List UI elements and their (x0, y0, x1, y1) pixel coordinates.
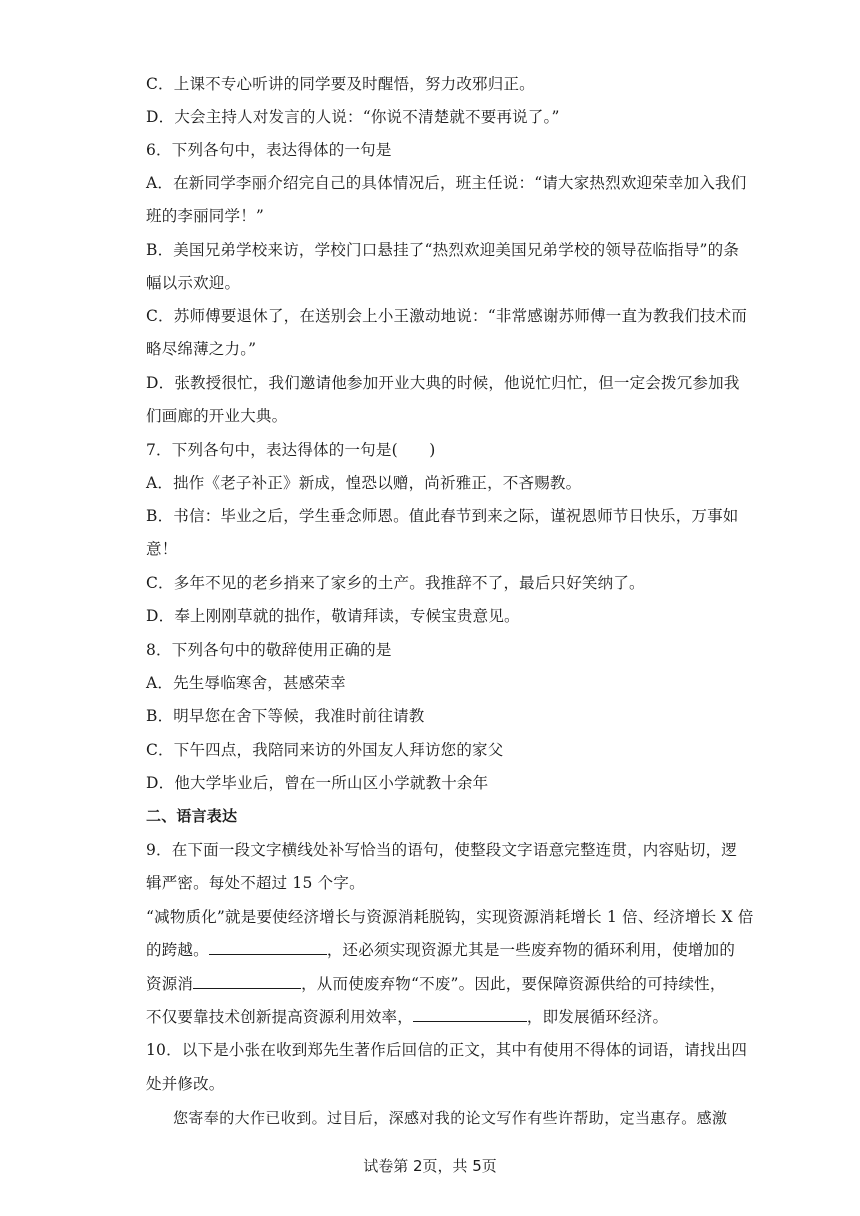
q8-option-a: A．先生辱临寒舍，甚感荣幸 (146, 674, 346, 692)
q6-option-b-line2: 幅以示欢迎。 (146, 274, 241, 292)
q7-option-b-line2: 意！ (146, 540, 178, 558)
q10-stem-line1: 10．以下是小张在收到郑先生著作后回信的正文，其中有使用不得体的词语，请找出四 (146, 1041, 748, 1059)
answer-blank-2[interactable] (193, 974, 301, 989)
q8-option-c: C．下午四点，我陪同来访的外国友人拜访您的家父 (146, 741, 504, 759)
q5-option-d: D．大会主持人对发言的人说：“你说不清楚就不要再说了。” (146, 108, 560, 126)
answer-blank-3[interactable] (413, 1007, 527, 1022)
section-heading: 二、语言表达 (146, 807, 238, 825)
q6-option-c-line1: C．苏师傅要退休了，在送别会上小王激动地说：“非常感谢苏师傅一直为教我们技术而 (146, 307, 748, 325)
q7-stem: 7．下列各句中，表达得体的一句是( ) (146, 441, 436, 459)
q6-stem: 6．下列各句中，表达得体的一句是 (146, 141, 392, 159)
q8-option-d: D．他大学毕业后，曾在一所山区小学就教十余年 (146, 774, 489, 792)
q9-stem-line2: 辑严密。每处不超过 15 个字。 (146, 874, 365, 892)
q6-option-a-line2: 班的李丽同学！” (146, 207, 265, 225)
q5-option-c: C．上课不专心听讲的同学要及时醒悟，努力改邪归正。 (146, 75, 535, 93)
passage-text: 不仅要靠技术创新提高资源利用效率， (146, 1008, 413, 1026)
q9-stem-line1: 9．在下面一段文字横线处补写恰当的语句，使整段文字语意完整连贯，内容贴切，逻 (146, 841, 737, 859)
passage-text: ，从而使废弃物“不废”。因此，要保障资源供给的可持续性， (301, 975, 726, 993)
passage-text: ，还必须实现资源尤其是一些废弃物的循环利用，使增加的 (326, 941, 736, 959)
q9-passage-line3 (146, 974, 736, 994)
passage-text: ，即发展循环经济。 (526, 1008, 669, 1026)
answer-blank-1[interactable] (209, 940, 327, 955)
q10-stem-line2: 处并修改。 (146, 1075, 225, 1093)
q9-passage-line2 (146, 940, 736, 960)
q6-option-d-line1: D．张教授很忙，我们邀请他参加开业大典的时候，他说忙归忙，但一定会拨冗参加我 (146, 374, 740, 392)
q7-option-b-line1: B．书信：毕业之后，学生垂念师恩。值此春节到来之际，谨祝恩师节日快乐，万事如 (146, 507, 739, 525)
passage-text: 的跨越。 (146, 941, 209, 959)
q6-option-c-line2: 略尽绵薄之力。” (146, 340, 257, 358)
passage-text: 资源消 (146, 975, 194, 993)
q6-option-a-line1: A．在新同学李丽介绍完自己的具体情况后，班主任说：“请大家热烈欢迎荣幸加入我们 (146, 174, 747, 192)
q9-passage-line1: “减物质化”就是要使经济增长与资源消耗脱钩，实现资源消耗增长 1 倍、经济增长 X 倍 (146, 908, 754, 926)
page-footer: 试卷第 2页，共 5页 (363, 1157, 497, 1175)
q9-passage-line4 (146, 1007, 736, 1027)
q7-option-d: D．奉上刚刚草就的拙作，敬请拜读，专候宝贵意见。 (146, 607, 520, 625)
q8-option-b: B．明早您在舍下等候，我准时前往请教 (146, 707, 425, 725)
q8-stem: 8．下列各句中的敬辞使用正确的是 (146, 641, 392, 659)
q7-option-c: C．多年不见的老乡捎来了家乡的土产。我推辞不了，最后只好笑纳了。 (146, 574, 645, 592)
q6-option-d-line2: 们画廊的开业大典。 (146, 407, 288, 425)
q10-letter-text: 您寄奉的大作已收到。过目后，深感对我的论文写作有些许帮助，定当惠存。感激 (173, 1109, 728, 1127)
q7-option-a: A．拙作《老子补正》新成，惶恐以赠，尚祈雅正，不吝赐教。 (146, 474, 582, 492)
q6-option-b-line1: B．美国兄弟学校来访，学校门口悬挂了“热烈欢迎美国兄弟学校的领导莅临指导”的条 (146, 241, 740, 259)
